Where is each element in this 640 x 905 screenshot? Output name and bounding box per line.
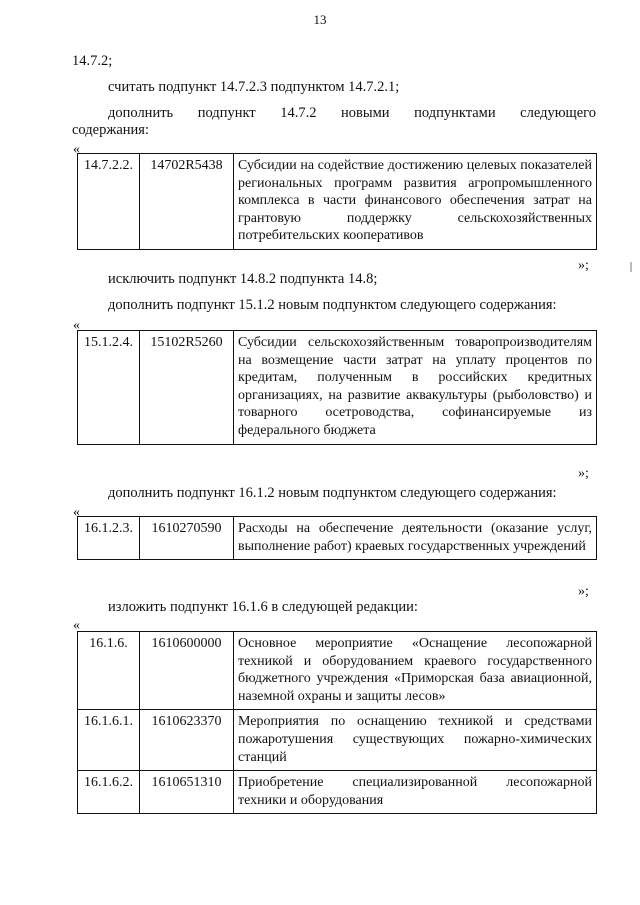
table-row: [78, 771, 597, 814]
item-number: 14.7.2.2.: [78, 154, 140, 250]
item-number: 16.1.6.1.: [78, 710, 140, 771]
table-1: [77, 153, 597, 250]
table-4: [77, 631, 597, 814]
item-code: 1610270590: [140, 517, 234, 560]
item-code: 1610651310: [140, 771, 234, 814]
item-code: 15102R5260: [140, 331, 234, 445]
paragraph-restate-16-1-6: изложить подпункт 16.1.6 в следующей редакции:: [108, 599, 418, 615]
table-row: [78, 154, 597, 250]
item-code: 1610600000: [140, 632, 234, 710]
item-number: 16.1.6.2.: [78, 771, 140, 814]
item-code: 14702R5438: [140, 154, 234, 250]
close-quote-2: »;: [578, 466, 589, 481]
item-text: Субсидии сельскохозяйственным товаропроизводителям на возмещение части затрат на уплату процентов по кредитам, полученным в российских кредитных организациях, на развитие аквакультуры (рыболовство) и товарного осетроводства, софинансируемые из федерального бюджета: [234, 331, 597, 445]
item-number: 16.1.6.: [78, 632, 140, 710]
table-row: [78, 517, 597, 560]
paragraph-add-15-1-2: дополнить подпункт 15.1.2 новым подпунктом следующего содержания:: [108, 297, 557, 313]
paragraph-add-16-1-2: дополнить подпункт 16.1.2 новым подпунктом следующего содержания:: [108, 485, 557, 501]
open-quote-1: «: [73, 142, 80, 157]
item-text: Мероприятия по оснащению техникой и средствами пожаротушения существующих пожарно-химических станций: [234, 710, 597, 771]
table-row: [78, 632, 597, 710]
item-number: 15.1.2.4.: [78, 331, 140, 445]
table-2: [77, 330, 597, 445]
item-text: Основное мероприятие «Оснащение лесопожарной техникой и оборудованием краевого государственного бюджетного учреждения «Приморская база авиационной, наземной охраны и защиты лесов»: [234, 632, 597, 710]
item-code: 1610623370: [140, 710, 234, 771]
item-number: 16.1.2.3.: [78, 517, 140, 560]
intro-line-2: считать подпункт 14.7.2.3 подпунктом 14.7.2.1;: [108, 79, 400, 95]
open-quote-4: «: [73, 618, 80, 633]
item-text: Субсидии на содействие достижению целевых показателей региональных программ развития агропромышленного комплекса в части финансового обеспечения затрат на грантовую поддержку сельскохозяйственных потребительских кооперативов: [234, 154, 597, 250]
close-quote-1: »;: [578, 258, 589, 273]
open-quote-3: «: [73, 505, 80, 520]
close-quote-3: »;: [578, 584, 589, 599]
table-row: [78, 710, 597, 771]
intro-line-3-cont: содержания:: [72, 122, 150, 138]
item-text: Приобретение специализированной лесопожарной техники и оборудования: [234, 771, 597, 814]
paragraph-exclude: исключить подпункт 14.8.2 подпункта 14.8;: [108, 271, 378, 287]
open-quote-2: «: [73, 318, 80, 333]
table-row: [78, 331, 597, 445]
scan-mark: [630, 262, 632, 272]
intro-line-1: 14.7.2;: [72, 53, 113, 69]
intro-line-3: дополнить подпункт 14.7.2 новыми подпунктами следующего: [108, 105, 596, 121]
item-text: Расходы на обеспечение деятельности (оказание услуг, выполнение работ) краевых государственных учреждений: [234, 517, 597, 560]
table-3: [77, 516, 597, 560]
page-number: 13: [313, 12, 327, 27]
